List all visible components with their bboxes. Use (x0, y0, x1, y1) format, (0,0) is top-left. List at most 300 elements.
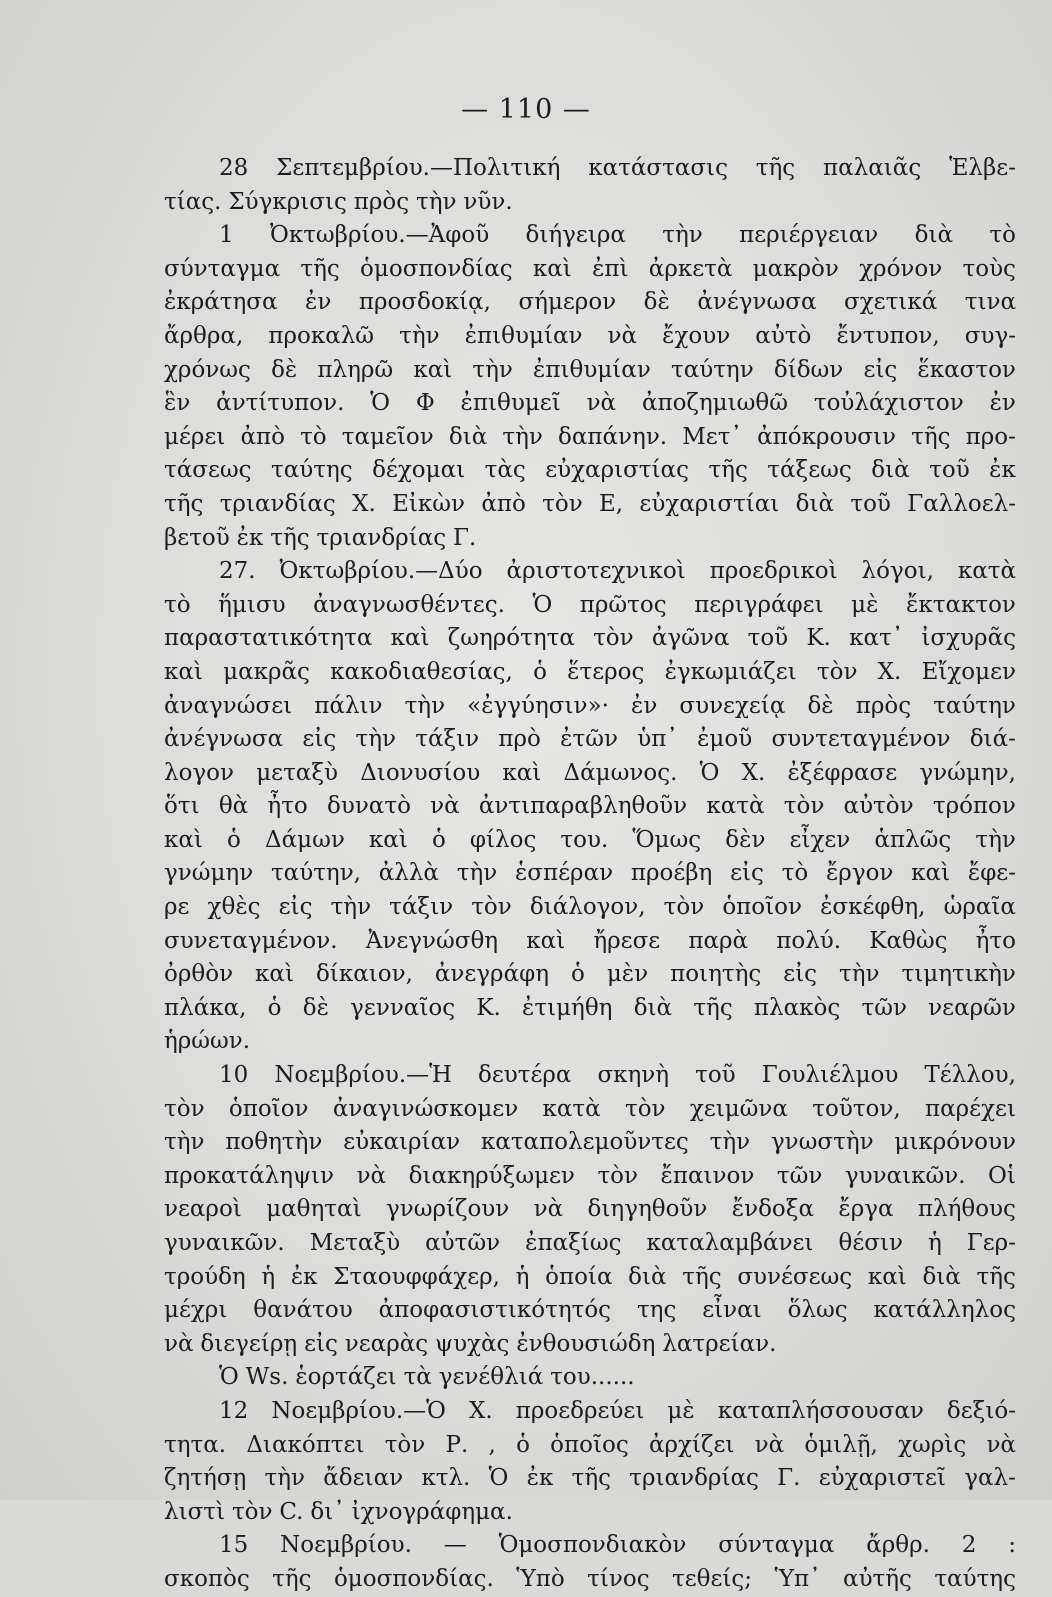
word: μέρει (164, 423, 226, 450)
word: τριανδρίας (316, 524, 447, 551)
word: 2 (961, 1532, 977, 1559)
word: εὐχαριστίαι (639, 490, 780, 517)
word: Ὀκτωβρίου.—Δύο (279, 558, 483, 585)
word: μεταξὺ (256, 759, 338, 786)
word: ἀριστοτεχνικοὶ (506, 558, 686, 585)
word: διὰ (914, 222, 954, 249)
word: Σεπτεμβρίου.—Πολιτική (276, 155, 561, 181)
word: τὸ (989, 222, 1016, 249)
word: : (1008, 1532, 1016, 1559)
word: Ἀνεγνώσθη (365, 927, 499, 954)
word: ταύτης (934, 1565, 1016, 1592)
word: Γ. (453, 524, 477, 551)
word: ἦτο (975, 927, 1016, 954)
text-line (164, 320, 1016, 354)
word: ψυχὰς (435, 1330, 510, 1357)
text-line (164, 622, 1016, 656)
text-line (164, 1126, 1016, 1160)
word: καὶ (164, 658, 203, 685)
text-line (164, 1395, 1016, 1429)
word: προκατάληψιν (164, 1162, 335, 1189)
word: τὸ (164, 591, 191, 618)
word: , (488, 1431, 496, 1458)
word: τὸν (663, 894, 705, 921)
word: διά- (969, 726, 1016, 753)
word: βετοῦ (164, 524, 230, 551)
word: τὴν (839, 961, 880, 988)
word: ταμεῖον (341, 423, 434, 450)
word: δὲν (725, 826, 766, 853)
text-line (164, 1294, 1016, 1328)
word: τὴν (472, 356, 513, 383)
word: χρόνως (164, 356, 251, 383)
word: Ἑλβε- (949, 155, 1016, 181)
word: ἰχνογράφημα. (351, 1498, 513, 1525)
word: καὶ (867, 1263, 907, 1290)
page-number: — 110 — (461, 94, 591, 125)
word: ὅλως (787, 1297, 848, 1324)
word: εἰς (302, 726, 337, 753)
word: Κ. (476, 994, 501, 1021)
word: νὰ (754, 1431, 785, 1458)
word: τάξιν (415, 726, 480, 753)
word: ὀρθὸν (164, 961, 234, 988)
word: αὐτὸν (843, 793, 914, 820)
word: τῆς (693, 994, 733, 1021)
word: ταύτην (933, 692, 1016, 719)
word: 12 (219, 1397, 249, 1424)
word: θέσιν (838, 1230, 903, 1256)
word: καὶ (413, 356, 453, 383)
word: εὐχαριστίας (545, 457, 689, 484)
word: τοῦ (929, 457, 970, 484)
word: πλακὸς (753, 994, 841, 1021)
word: τιμητικὴν (901, 961, 1016, 988)
text-line (164, 1529, 1016, 1563)
word: Οἱ (988, 1162, 1016, 1189)
word: ἤρεσε (593, 927, 661, 954)
word: Δάμων (264, 826, 345, 853)
word: ἀναγινώσκομεν (332, 1095, 519, 1122)
word: καὶ (368, 826, 408, 853)
word: νὰ (356, 1162, 387, 1189)
word: προ- (965, 423, 1016, 450)
word: πρῶτος (579, 591, 667, 618)
word: κατὰ (542, 1095, 601, 1122)
word: ἀλλὰ (378, 860, 439, 887)
word: Ὁ (370, 390, 390, 417)
text-line (164, 790, 1016, 824)
word: του...... (550, 1364, 635, 1391)
word: διηγηθοῦν (587, 1196, 708, 1223)
word: μὲ (667, 1397, 695, 1424)
word: 15 (219, 1532, 249, 1559)
word: ὁμιλῇ, (804, 1431, 878, 1458)
word: τίνος (587, 1565, 650, 1592)
word: ἐκ (290, 1263, 318, 1290)
word: πάλιν (314, 692, 383, 719)
word: ἐπιθυμίαν (464, 322, 583, 349)
word: διακηρύξωμεν (408, 1162, 575, 1189)
word: τῆς (571, 1465, 612, 1492)
word: πρὸς (353, 188, 410, 215)
word: καὶ (526, 927, 566, 954)
word: συγ- (964, 322, 1016, 349)
word: τὴν (662, 222, 703, 249)
word: κατ᾽ (849, 625, 904, 652)
word: τῆς (911, 423, 951, 450)
word: τινα (964, 289, 1016, 316)
text-line (164, 1059, 1016, 1093)
word: ὁποία (545, 1263, 613, 1290)
text-line (164, 824, 1016, 858)
word: ἓν (164, 390, 191, 417)
text-line (164, 522, 1016, 556)
word: ἔφε- (967, 860, 1016, 887)
text-line (164, 1496, 1016, 1530)
word: ἀπὸ (240, 423, 285, 450)
word: τὴν (709, 1129, 751, 1156)
word: Καθὼς (869, 927, 948, 954)
word: εἶναι (702, 1297, 762, 1324)
word: τῆς (976, 1263, 1016, 1290)
word: τὸν (816, 658, 858, 685)
word: τὴν (456, 860, 498, 887)
word: σκηνὴ (597, 1062, 670, 1089)
word: Ρ. (445, 1431, 469, 1458)
text-line (164, 1328, 1016, 1362)
word: ἐν (305, 289, 332, 316)
word: Ὁμοσπονδιακὸν (498, 1532, 687, 1559)
word: τοῦτον, (812, 1095, 901, 1122)
word: ἀποφασιστικότητός (378, 1297, 612, 1324)
word: ζωηρότητα (447, 625, 575, 652)
word: Τέλλου, (924, 1062, 1016, 1089)
word: διὰ (871, 457, 910, 484)
word: λόγοι, (861, 558, 934, 585)
word: ἀγῶνα (651, 625, 730, 652)
word: ἔκτακτον (906, 591, 1016, 618)
word: κατάστασις (588, 155, 728, 181)
word: καταπολεμοῦντες (480, 1129, 689, 1156)
word: τοὐλάχιστον (813, 390, 964, 417)
word: ὁ (516, 1431, 530, 1458)
word: συνεχείᾳ (679, 692, 786, 719)
word: συντεταγμένον (771, 726, 951, 753)
text-line (164, 1093, 1016, 1127)
word: ἀναγνώσει (164, 692, 293, 719)
word: του. (560, 826, 609, 853)
text-line (164, 857, 1016, 891)
word: ὁ (533, 658, 547, 685)
word: Μετ᾽ (682, 423, 742, 450)
word: Ὁ (532, 591, 553, 618)
word: διὰ (448, 423, 488, 450)
word: τοῦ (747, 625, 789, 652)
text-line (164, 723, 1016, 757)
word: νὰ (586, 390, 617, 417)
word: χειμῶνα (689, 1095, 788, 1122)
word: τὸν (471, 894, 512, 921)
text-line (164, 757, 1016, 791)
word: τὴν (975, 826, 1016, 853)
word: τὸν (384, 1431, 426, 1458)
word: πλήθους (917, 1196, 1016, 1223)
word: γυναικῶν. (844, 1162, 966, 1189)
word: Χ. (741, 759, 766, 786)
text-line (164, 1261, 1016, 1295)
word: ἰσχυρᾶς (921, 625, 1016, 652)
word: Χ. (877, 658, 902, 685)
word: τὴν (416, 188, 457, 215)
word: καταλαμβάνει (646, 1230, 814, 1256)
word: καὶ (255, 961, 294, 988)
word: ἀρκετὰ (648, 255, 733, 282)
word: γαλ- (964, 1465, 1016, 1492)
text-line (164, 152, 1016, 186)
word: ἔπαινον (660, 1162, 755, 1189)
word: μακρᾶς (223, 658, 310, 685)
word: τῆς (755, 155, 796, 181)
word: τάξιν (389, 894, 454, 921)
word: θὰ (218, 793, 249, 820)
word: ζητήσῃ (164, 1465, 247, 1492)
word: κατὰ (706, 793, 765, 820)
word: γενέθλιά (438, 1364, 544, 1391)
word: ποιητὴς (670, 961, 762, 988)
word: αὐτῆς (843, 1565, 912, 1592)
word: C. (279, 1498, 304, 1525)
word: σύνταγμα (718, 1532, 835, 1559)
word: παρέχει (925, 1095, 1016, 1122)
word: Ὁ (219, 1364, 239, 1391)
word: διάλογον, (529, 894, 646, 921)
word: Νοεμβρίου. (280, 1532, 412, 1559)
word: Ὁ (699, 759, 720, 786)
word: ὡραῖα (943, 894, 1016, 921)
word: Εἴχομεν (921, 658, 1016, 685)
word: δὲ (807, 692, 834, 719)
word: Διονυσίου (360, 759, 481, 786)
word: εἰς (278, 894, 313, 921)
word: τρούδη (164, 1263, 246, 1290)
word: κατὰ (957, 558, 1016, 585)
word: καταπλήσσουσαν (717, 1397, 924, 1424)
word: λιστὶ (164, 1498, 226, 1525)
word: ἀνεγράφη (434, 961, 549, 988)
word: περιγράφει (694, 591, 824, 618)
word: ἕκαστον (917, 356, 1016, 383)
word: δίδων (773, 356, 844, 383)
word: ἐπαξίως (525, 1230, 622, 1256)
word: παραστατικότητα (164, 625, 373, 652)
word: τοὺς (962, 255, 1016, 282)
word: ἀπὸ (481, 490, 526, 517)
word: χθὲς (207, 894, 261, 921)
word: Ὑπ᾽ (774, 1565, 821, 1592)
word: ἔργα (838, 1196, 894, 1223)
word: μέχρι (164, 1297, 228, 1324)
word: Μεταξὺ (309, 1230, 401, 1256)
word: παρὰ (688, 927, 749, 954)
word: πολύ. (776, 927, 842, 954)
word: Εἰκὼν (392, 490, 465, 517)
word: διὰ (795, 490, 835, 517)
word: ὑπ᾽ (637, 726, 678, 753)
word: ταύτης (270, 457, 353, 484)
word: διὰ (628, 1263, 667, 1290)
word: τάσεως (164, 457, 252, 484)
word: μικρόνουν (894, 1129, 1016, 1156)
word: 28 (219, 155, 249, 181)
word: Γ. (777, 1465, 801, 1492)
word: νὰ (533, 1196, 564, 1223)
text-line (164, 286, 1016, 320)
word: Ὁ (488, 1465, 509, 1492)
word: Ws. (245, 1364, 289, 1391)
word: ὁ (431, 826, 446, 853)
word: καὶ (911, 860, 951, 887)
word: ταύτην, (270, 860, 361, 887)
word: «ἐγγύησιν»· (467, 692, 609, 719)
word: τῶν (776, 1162, 823, 1189)
word: τριανδρίας (629, 1465, 759, 1492)
word: ἡ (927, 1230, 942, 1256)
word: τῆς (164, 490, 204, 517)
word: ἕτερος (567, 658, 645, 685)
word: δαπάνην. (558, 423, 668, 450)
word: Χ. (468, 1397, 493, 1424)
word: 27. (219, 558, 256, 585)
word: σκοπὸς (164, 1565, 250, 1592)
word: τὸν (597, 1162, 638, 1189)
text-line (164, 354, 1016, 388)
word: ἀναγνωσθέντες. (313, 591, 505, 618)
word: προεδρεύει (515, 1397, 645, 1424)
word: ἐκ (236, 524, 264, 551)
word: ὁποῖος (550, 1431, 629, 1458)
word: κτλ. (421, 1465, 471, 1492)
word: ἡ (261, 1263, 276, 1290)
word: ὁποῖον (722, 894, 802, 921)
word: παλαιᾶς (823, 155, 922, 181)
word: γενναῖος (350, 994, 456, 1021)
word: Νοεμβρίου.—Ὁ (271, 1397, 446, 1424)
word: μαθηταὶ (266, 1196, 362, 1223)
word: ἐν (630, 692, 658, 719)
word: χωρὶς (898, 1431, 967, 1458)
text-line (164, 488, 1016, 522)
text-line (164, 387, 1016, 421)
word: 10 (219, 1062, 249, 1089)
word: εὐχαριστεῖ (818, 1465, 946, 1492)
word: κατάλληλος (873, 1297, 1016, 1324)
text-line (164, 219, 1016, 253)
word: τῆς (682, 1263, 722, 1290)
word: δι᾽ (310, 1498, 345, 1525)
word: διὰ (922, 1263, 961, 1290)
word: καὶ (532, 255, 572, 282)
word: νὰ (607, 322, 638, 349)
text-line (164, 555, 1016, 589)
word: ἀνέγνωσα (164, 726, 284, 753)
word: Ε, (599, 490, 624, 517)
word: γυναικῶν. (164, 1230, 285, 1256)
text-line (164, 454, 1016, 488)
word: γνώμην, (919, 759, 1016, 786)
word: ἁπλῶς (874, 826, 952, 853)
word: ἐσκέφθη, (820, 894, 926, 921)
word: γνώμην (164, 860, 254, 887)
word: ἡρώων. (164, 1028, 251, 1055)
word: εἶχεν (789, 826, 851, 853)
word: λογον (164, 759, 234, 786)
word: γνωστὴν (770, 1129, 874, 1156)
word: ἐνθουσιώδη (516, 1330, 656, 1357)
word: Νοεμβρίου.—Ἡ (274, 1062, 452, 1089)
word: τρόπον (932, 793, 1016, 820)
word: νεαρὰς (344, 1330, 429, 1357)
word: Γουλιέλμου (761, 1062, 899, 1089)
word: τὰ (403, 1364, 432, 1391)
word: τὸν (593, 625, 634, 652)
text-line (164, 1429, 1016, 1463)
word: Κ. (806, 625, 831, 652)
word: προέβη (630, 860, 713, 887)
word: δὲ (302, 994, 329, 1021)
word: δυνατὸ (327, 793, 411, 820)
text-line (164, 1025, 1016, 1059)
text-line (164, 1160, 1016, 1194)
word: ἔντυπον, (836, 322, 940, 349)
text-line (164, 421, 1016, 455)
word: τάξεως (767, 457, 852, 484)
word: τὸ (781, 860, 809, 887)
word: αὐτῶν (425, 1230, 501, 1256)
word: ἐτιμήθη (522, 994, 613, 1021)
word: της (636, 1297, 677, 1324)
word: εὐκαιρίαν (343, 1129, 461, 1156)
word: περιέργειαν (739, 222, 879, 249)
word: τοῦ (850, 490, 891, 517)
text-line (164, 690, 1016, 724)
word: τῶν (861, 994, 907, 1021)
word: νὰ (986, 1431, 1016, 1458)
word: ἄρθρα, (164, 322, 244, 349)
word: προσδοκίᾳ, (358, 289, 491, 316)
text-line (164, 1193, 1016, 1227)
word: φίλος (469, 826, 537, 853)
word: νῦν. (463, 188, 513, 215)
word: ὁ (570, 961, 585, 988)
word: μακρὸν (752, 255, 839, 282)
word: τριανδίας (219, 490, 336, 517)
word: ἀντίτυπον. (216, 390, 345, 417)
word: μὲ (851, 591, 879, 618)
word: ὁ (227, 826, 241, 853)
word: ἐτῶν (560, 726, 618, 753)
word: ἑσπέραν (514, 860, 614, 887)
word: ἔχουν (662, 322, 731, 349)
word: ἄδειαν (323, 1465, 404, 1492)
text-line (164, 186, 1016, 220)
word: Δάμωνος. (563, 759, 678, 786)
word: μὲν (606, 961, 649, 988)
text-line (164, 1361, 1016, 1395)
word: σήμερον (518, 289, 617, 316)
word: τὴν (399, 322, 440, 349)
word: Σύγκρισις (228, 188, 347, 215)
